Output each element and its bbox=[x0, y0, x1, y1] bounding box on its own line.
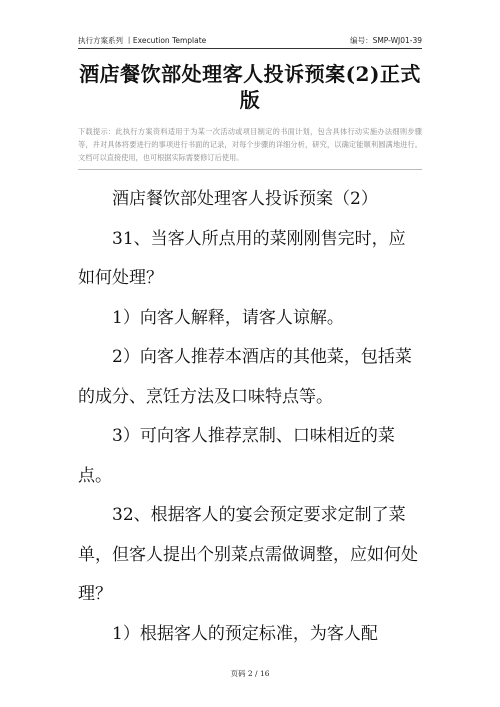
body-paragraph: 32、根据客人的宴会预定要求定制了菜单，但客人提出个别菜点需做调整，应如何处理？ bbox=[78, 505, 418, 604]
header-divider bbox=[78, 48, 422, 49]
header-series-label: 执行方案系列 丨Execution Template bbox=[78, 36, 207, 45]
notice-divider bbox=[78, 169, 422, 170]
document-body bbox=[78, 180, 422, 654]
page-number: 页码 2 / 16 bbox=[230, 669, 270, 678]
document-title: 酒店餐饮部处理客人投诉预案(2)正式版 bbox=[79, 62, 421, 112]
body-paragraph: 31、当客人所点用的菜刚刚售完时，应如何处理？ bbox=[78, 228, 406, 288]
body-paragraph: 3）可向客人推荐烹制、口味相近的菜点。 bbox=[78, 426, 395, 486]
body-paragraph: 1）向客人解释，请客人谅解。 bbox=[112, 307, 344, 328]
body-paragraph: 2）向客人推荐本酒店的其他菜，包括菜的成分、烹饪方法及口味特点等。 bbox=[78, 347, 412, 407]
download-notice: 下载提示：此执行方案资料适用于为某一次活动或项目制定的书面计划，包含具体行动实施办法细则步骤等，并对具体将要进行的事项进行书面的记录，对每个步骤的详细分析，研究，以确定能顺利圆满地进行。文档可以直接使用，也可根据实际需要修订后使用。 bbox=[78, 127, 422, 162]
header-document-number: 编号：SMP-WJ01-39 bbox=[350, 36, 422, 45]
body-paragraph: 1）根据客人的预定标准，为客人配 bbox=[112, 623, 378, 644]
page-header bbox=[78, 35, 422, 47]
body-heading: 酒店餐饮部处理客人投诉预案（2） bbox=[112, 189, 378, 209]
